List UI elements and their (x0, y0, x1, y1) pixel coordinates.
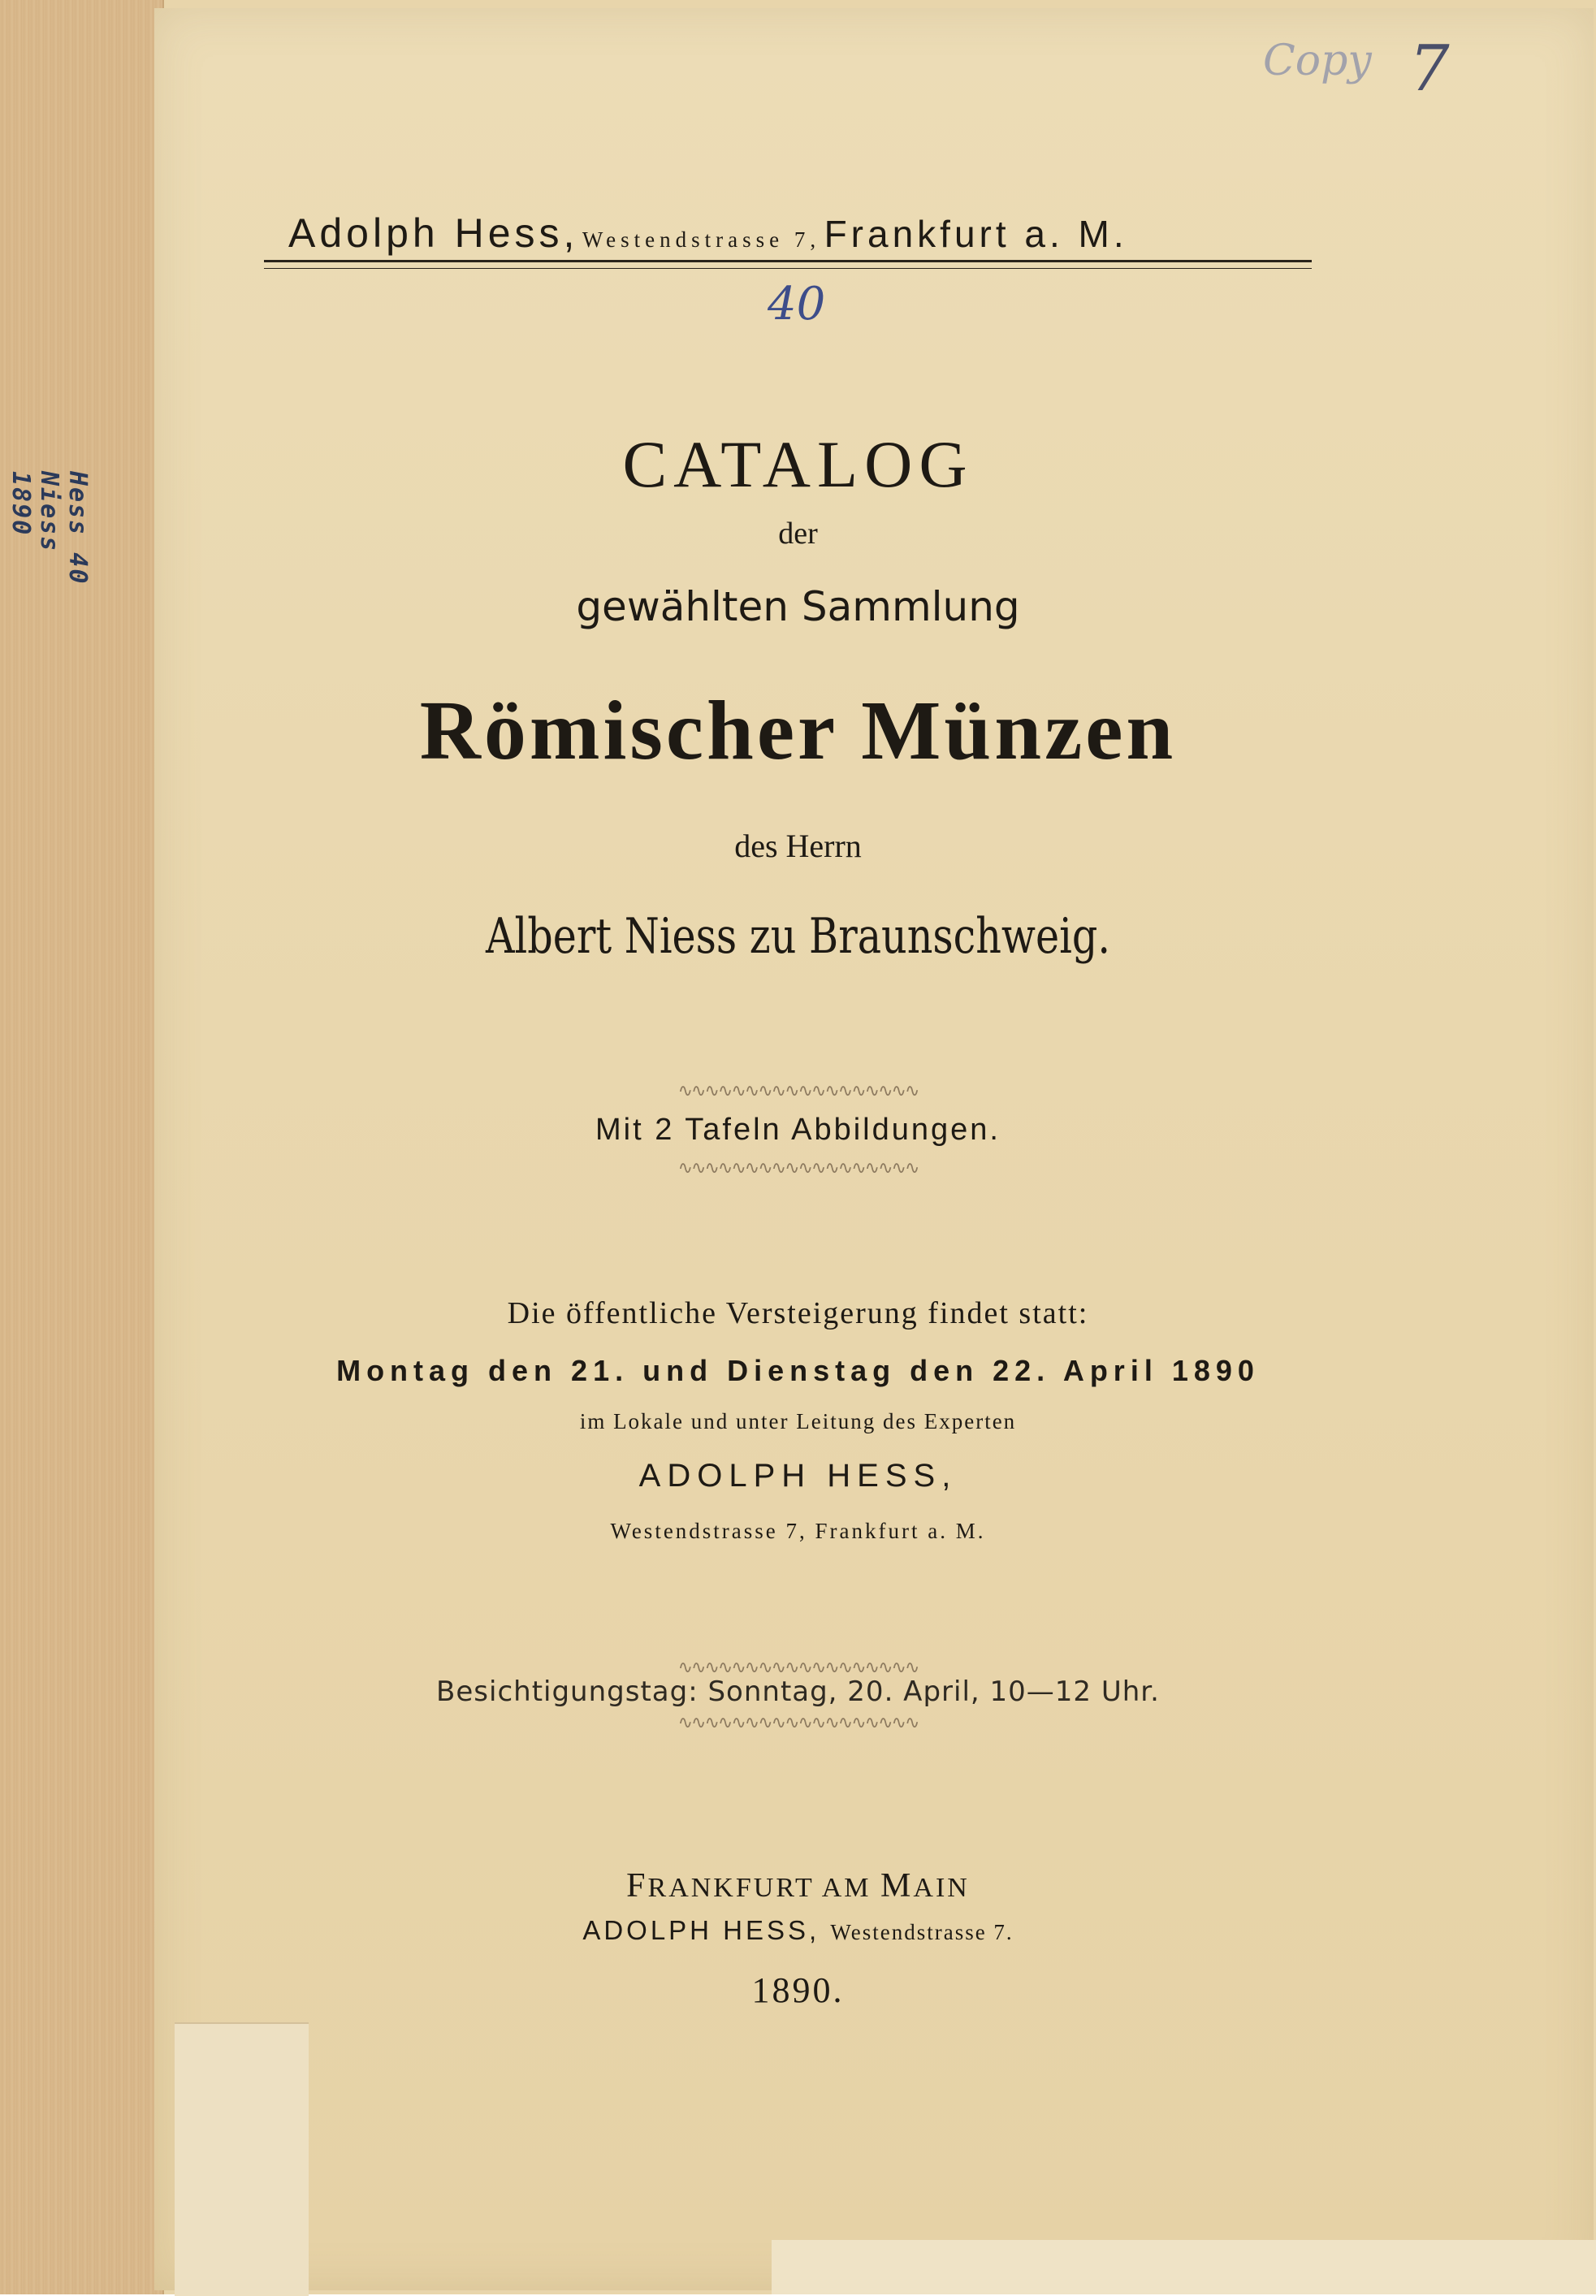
bottom-paper-strip (772, 2240, 1596, 2294)
title-der: der (778, 517, 818, 551)
spine-label-2: Niess (35, 471, 63, 553)
imprint-place-initial-1: F (626, 1867, 648, 1905)
auction-intro: Die öffentliche Versteigerung findet statt: (507, 1296, 1089, 1330)
spine-sticker (175, 2022, 309, 2296)
plates-note: Mit 2 Tafeln Abbildungen. (595, 1113, 1001, 1147)
imprint-publisher (0, 1915, 1596, 1946)
des-herrn-line: des Herrn (734, 828, 862, 864)
viewing-day: Besichtigungstag: Sonntag, 20. April, 10—12 Uhr. (436, 1676, 1160, 1708)
catalog-heading: CATALOG (622, 427, 974, 501)
spine-label-3: 1890 (6, 471, 35, 537)
expert-address: Westendstrasse 7, Frankfurt a. M. (610, 1519, 986, 1543)
header-street: Westendstrasse 7, (582, 227, 821, 252)
auction-dates: Montag den 21. und Dienstag den 22. April 1890 (336, 1354, 1260, 1387)
main-title: Römischer Münzen (419, 684, 1177, 777)
imprint-publisher-address: Westendstrasse 7. (830, 1920, 1014, 1944)
header-rule-thin (264, 268, 1312, 269)
owner-line: Albert Niess zu Braunschweig. (485, 908, 1111, 965)
ornament-divider: ∿∿∿∿∿∿∿∿∿∿∿∿∿∿∿∿∿∿ (677, 1712, 919, 1732)
header-rule (264, 260, 1312, 262)
expert-name: ADOLPH HESS, (638, 1458, 958, 1494)
ornament-divider: ∿∿∿∿∿∿∿∿∿∿∿∿∿∿∿∿∿∿ (677, 1157, 919, 1178)
publisher-header (288, 210, 1304, 257)
corner-number-annotation: 7 (1409, 32, 1450, 106)
pencil-annotation: Copy (1263, 37, 1372, 85)
header-name: Adolph Hess, (288, 210, 579, 256)
ornament-divider: ∿∿∿∿∿∿∿∿∿∿∿∿∿∿∿∿∿∿ (677, 1080, 919, 1100)
spine-label-1: Hess 40 (63, 471, 92, 586)
imprint-place-rest-1: RANKFURT AM (647, 1873, 881, 1903)
header-city: Frankfurt a. M. (824, 213, 1128, 255)
collection-line: gewählten Sammlung (576, 583, 1020, 630)
imprint-place-initial-2: M (880, 1867, 914, 1905)
imprint-year: 1890. (751, 1970, 845, 2010)
title-page (154, 8, 1594, 2290)
imprint-place-rest-2: AIN (913, 1873, 970, 1903)
imprint-publisher-name: ADOLPH HESS, (582, 1915, 820, 1945)
imprint-place (0, 1866, 1596, 1905)
ornament-divider: ∿∿∿∿∿∿∿∿∿∿∿∿∿∿∿∿∿∿ (677, 1657, 919, 1677)
catalog-number-annotation: 40 (768, 278, 826, 331)
auction-venue: im Lokale und unter Leitung des Experten (579, 1409, 1017, 1433)
